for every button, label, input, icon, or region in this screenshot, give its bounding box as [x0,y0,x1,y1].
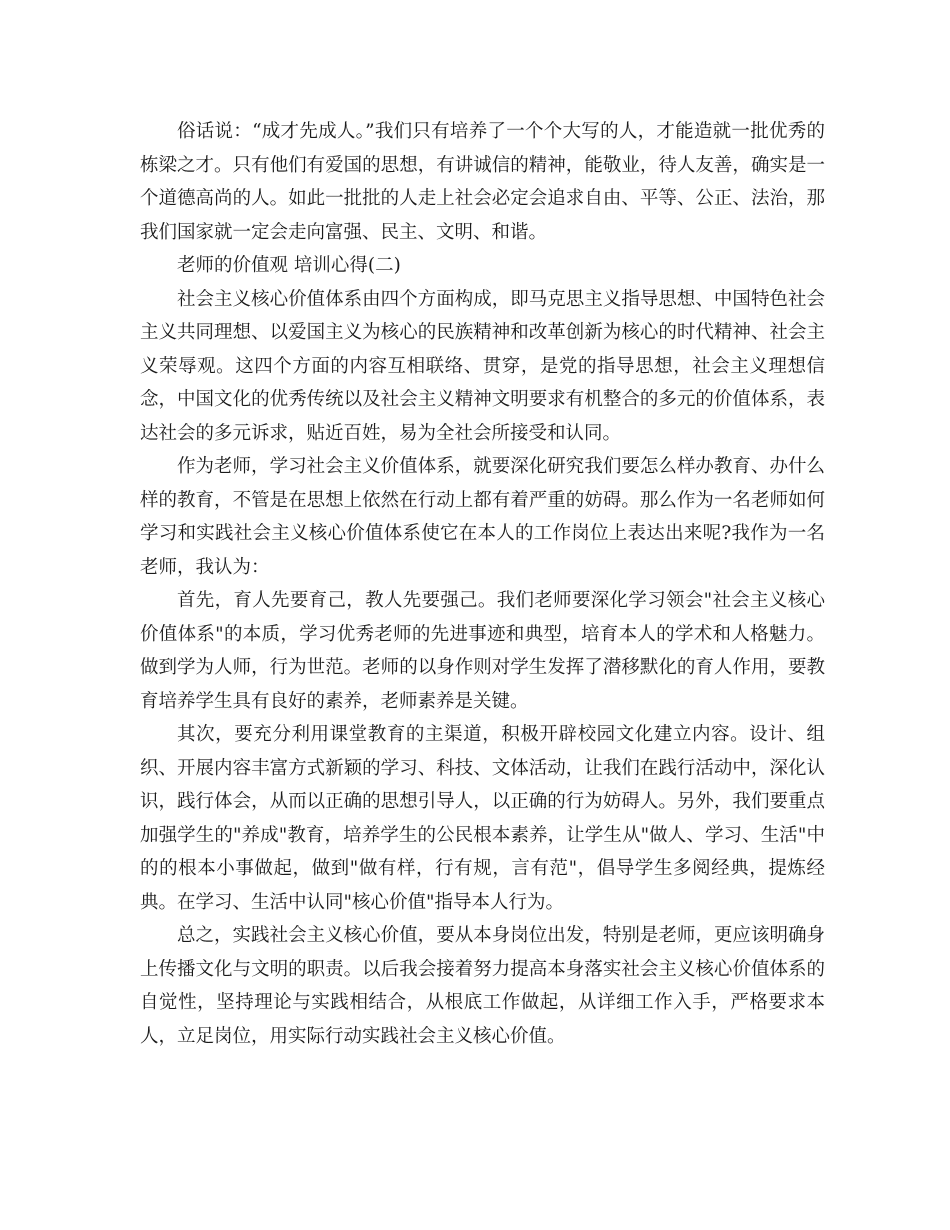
paragraph-first: 首先，育人先要育己，教人先要强己。我们老师要深化学习领会"社会主义核心价值体系"的本质，学习优秀老师的先进事迹和典型，培育本人的学术和人格魅力。做到学为人师，行为世范。老师的以身作则对学生发挥了潜移默化的育人作用，要教育培养学生具有良好的素养，老师素养是关键。 [140,590,825,712]
section-heading: 老师的价值观 培训心得(二) [177,255,401,276]
paragraph-intro: 俗话说：“成才先成人。”我们只有培养了一个个大写的人，才能造就一批优秀的栋梁之才。只有他们有爱国的思想，有讲诚信的精神，能敬业，待人友善，确实是一个道德高尚的人。如此一批批的人走上社会必定会追求自由、平等、公正、法治，那我们国家就一定会走向富强、民主、文明、和谐。 [140,121,825,243]
paragraph-conclusion: 总之，实践社会主义核心价值，要从本身岗位出发，特别是老师，更应该明确身上传播文化与文明的职责。以后我会接着努力提高本身落实社会主义核心价值体系的自觉性，坚持理论与实践相结合，从根底工作做起，从详细工作入手，严格要求本人，立足岗位，用实际行动实践社会主义核心价值。 [140,925,825,1047]
paragraph-as-teacher: 作为老师，学习社会主义价值体系，就要深化研究我们要怎么样办教育、办什么样的教育，不管是在思想上依然在行动上都有着严重的妨碍。那么作为一名老师如何学习和实践社会主义核心价值体系使它在本人的工作岗位上表达出来呢?我作为一名老师，我认为： [140,456,825,578]
paragraph-second: 其次，要充分利用课堂教育的主渠道，积极开辟校园文化建立内容。设计、组织、开展内容丰富方式新颖的学习、科技、文体活动，让我们在践行活动中，深化认识，践行体会，从而以正确的思想引导人，以正确的行为妨碍人。另外，我们要重点加强学生的"养成"教育，培养学生的公民根本素养，让学生从"做人、学习、生活"中的的根本小事做起，做到"做有样，行有规，言有范"，倡导学生多阅经典，提炼经典。在学习、生活中认同"核心价值"指导本人行为。 [140,724,825,913]
document-body [140,115,825,1053]
paragraph-core-values: 社会主义核心价值体系由四个方面构成，即马克思主义指导思想、中国特色社会主义共同理想、以爱国主义为核心的民族精神和改革创新为核心的时代精神、社会主义荣辱观。这四个方面的内容互相联络、贯穿，是党的指导思想，社会主义理想信念，中国文化的优秀传统以及社会主义精神文明要求有机整合的多元的价值体系，表达社会的多元诉求，贴近百姓，易为全社会所接受和认同。 [140,288,825,444]
